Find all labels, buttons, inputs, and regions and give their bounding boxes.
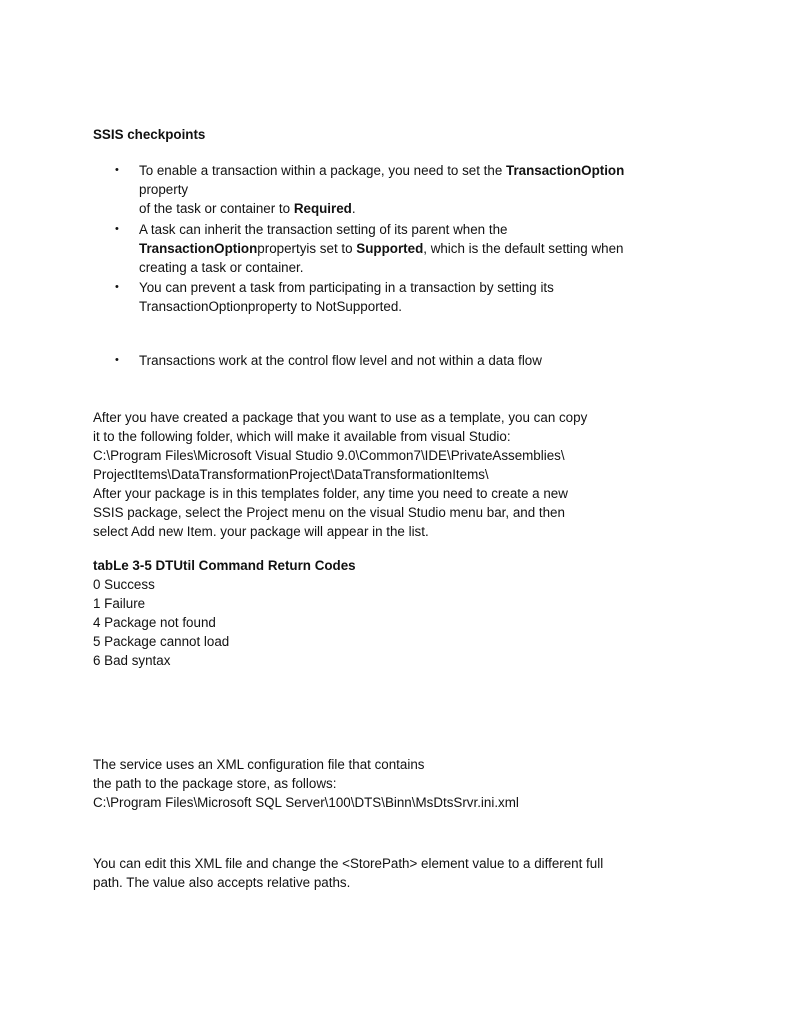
checkpoint-list (93, 161, 673, 370)
bullet-icon: • (115, 354, 119, 366)
document-page (93, 125, 673, 892)
bullet-icon: • (115, 281, 119, 293)
list-item: • To enable a transaction within a package, you need to set the TransactionOption property of the task or container to Required. (115, 163, 625, 216)
bullet-icon: • (115, 164, 119, 176)
table-title: tabLe 3-5 DTUtil Command Return Codes (93, 558, 356, 573)
table-row: 5 Package cannot load (93, 634, 230, 649)
bullet-icon: • (115, 223, 119, 235)
section-heading: SSIS checkpoints (93, 127, 206, 142)
return-codes-table (93, 556, 673, 670)
table-row: 4 Package not found (93, 615, 216, 630)
table-row: 6 Bad syntax (93, 653, 171, 668)
service-paragraph: The service uses an XML configuration file that contains the path to the package store, as follows: C:\Program Files\Microsoft SQL Server\100\DTS\Binn\MsDtsSrvr.ini.xml (93, 757, 519, 810)
template-paragraph: After you have created a package that you want to use as a template, you can copy it to the following folder, which will make it available from visual Studio: C:\Program Files\Microsoft Visual Studio 9.0\Common7\IDE\PrivateAssemblies\ ProjectItems\DataTransformationProject\DataTransformationItems\ After your package is in this templates folder, any time you need to create a new SSIS package, select the Project menu on the visual Studio menu bar, and then select Add new Item. your package will appear in the list. (93, 410, 588, 539)
table-row: 1 Failure (93, 596, 146, 611)
list-item: • You can prevent a task from participating in a transaction by setting its TransactionOptionproperty to NotSupported. (115, 280, 554, 314)
list-item: • A task can inherit the transaction setting of its parent when the TransactionOptionpropertyis set to Supported, which is the default setting when creating a task or container. (115, 222, 624, 275)
edit-paragraph: You can edit this XML file and change the <StorePath> element value to a different full path. The value also accepts relative paths. (93, 856, 604, 890)
table-row: 0 Success (93, 577, 155, 592)
list-item: • Transactions work at the control flow level and not within a data flow (115, 353, 542, 368)
